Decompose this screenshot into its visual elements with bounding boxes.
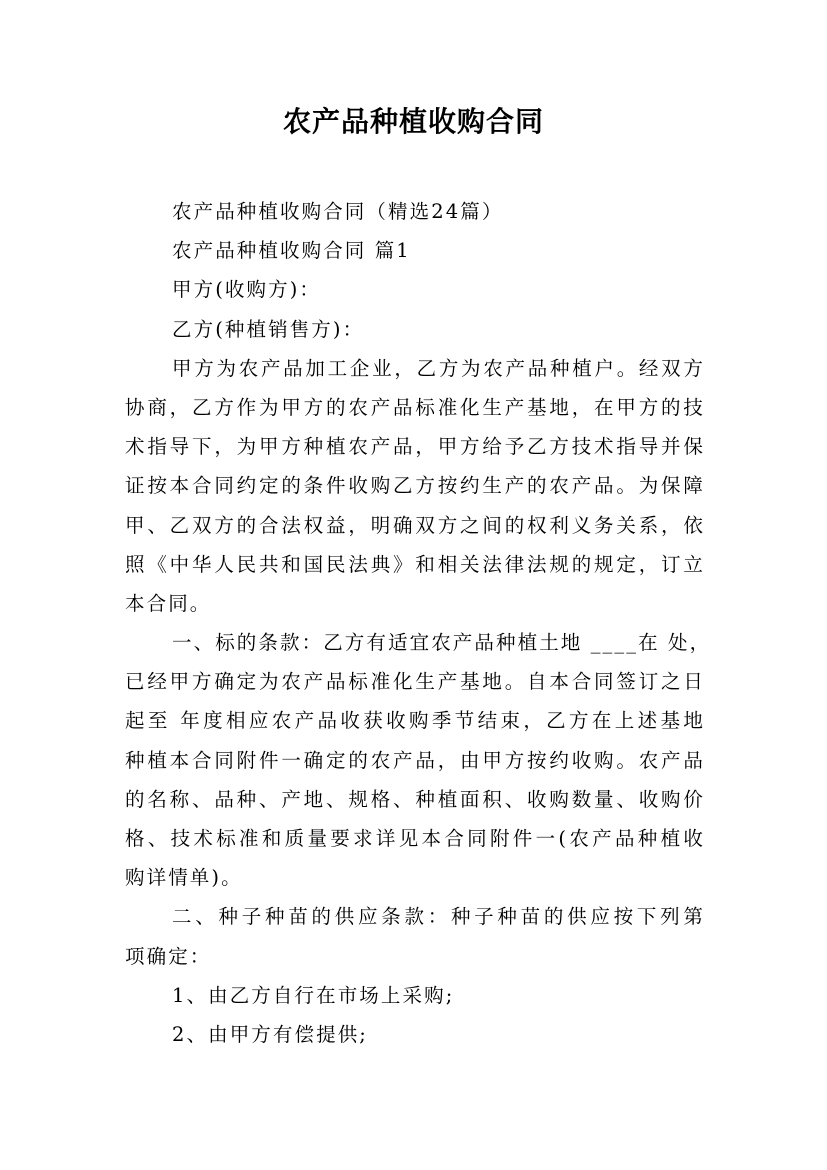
text-line: 已经甲方确定为农产品标准化生产基地。自本合同签订之日 [125,670,705,694]
text-line: 2、由甲方有偿提供; [172,1022,368,1046]
text-line: 甲方为农产品加工企业，乙方为农产品种植户。经双方 [172,356,705,380]
text-line: 格、技术标准和质量要求详见本合同附件一(农产品种植收 [125,827,705,850]
text-line: 农产品种植收购合同（精选24篇） [172,200,504,223]
text-line: 种植本合同附件一确定的农产品，由甲方按约收购。农产品 [125,748,705,772]
text-line: 本合同。 [125,591,212,615]
text-line: 术指导下，为甲方种植农产品，甲方给予乙方技术指导并保 [125,435,705,459]
text-line: 一、标的条款：乙方有适宜农产品种植土地 ____在 处， [172,631,712,655]
text-line: 甲、乙双方的合法权益，明确双方之间的权利义务关系，依 [125,513,705,537]
text-line: 二、种子种苗的供应条款：种子种苗的供应按下列第 [172,905,705,929]
text-line: 乙方(种植销售方)： [172,317,365,341]
document-title: 农产品种植收购合同 [282,105,544,138]
text-line: 农产品种植收购合同 篇1 [172,239,411,263]
text-line: 1、由乙方自行在市场上采购; [172,983,455,1007]
text-line: 起至 年度相应农产品收获收购季节结束，乙方在上述基地 [125,709,705,733]
text-line: 协商，乙方作为甲方的农产品标准化生产基地，在甲方的技 [125,395,705,419]
text-line: 照《中华人民共和国民法典》和相关法律法规的规定，订立 [125,552,705,576]
text-line: 的名称、品种、产地、规格、种植面积、收购数量、收购价 [125,787,705,811]
text-line: 甲方(收购方)： [172,278,322,302]
text-line: 证按本合同约定的条件收购乙方按约生产的农产品。为保障 [125,474,705,498]
text-line: 项确定： [125,944,212,968]
text-line: 购详情单)。 [125,866,243,890]
document-body [125,192,712,1054]
